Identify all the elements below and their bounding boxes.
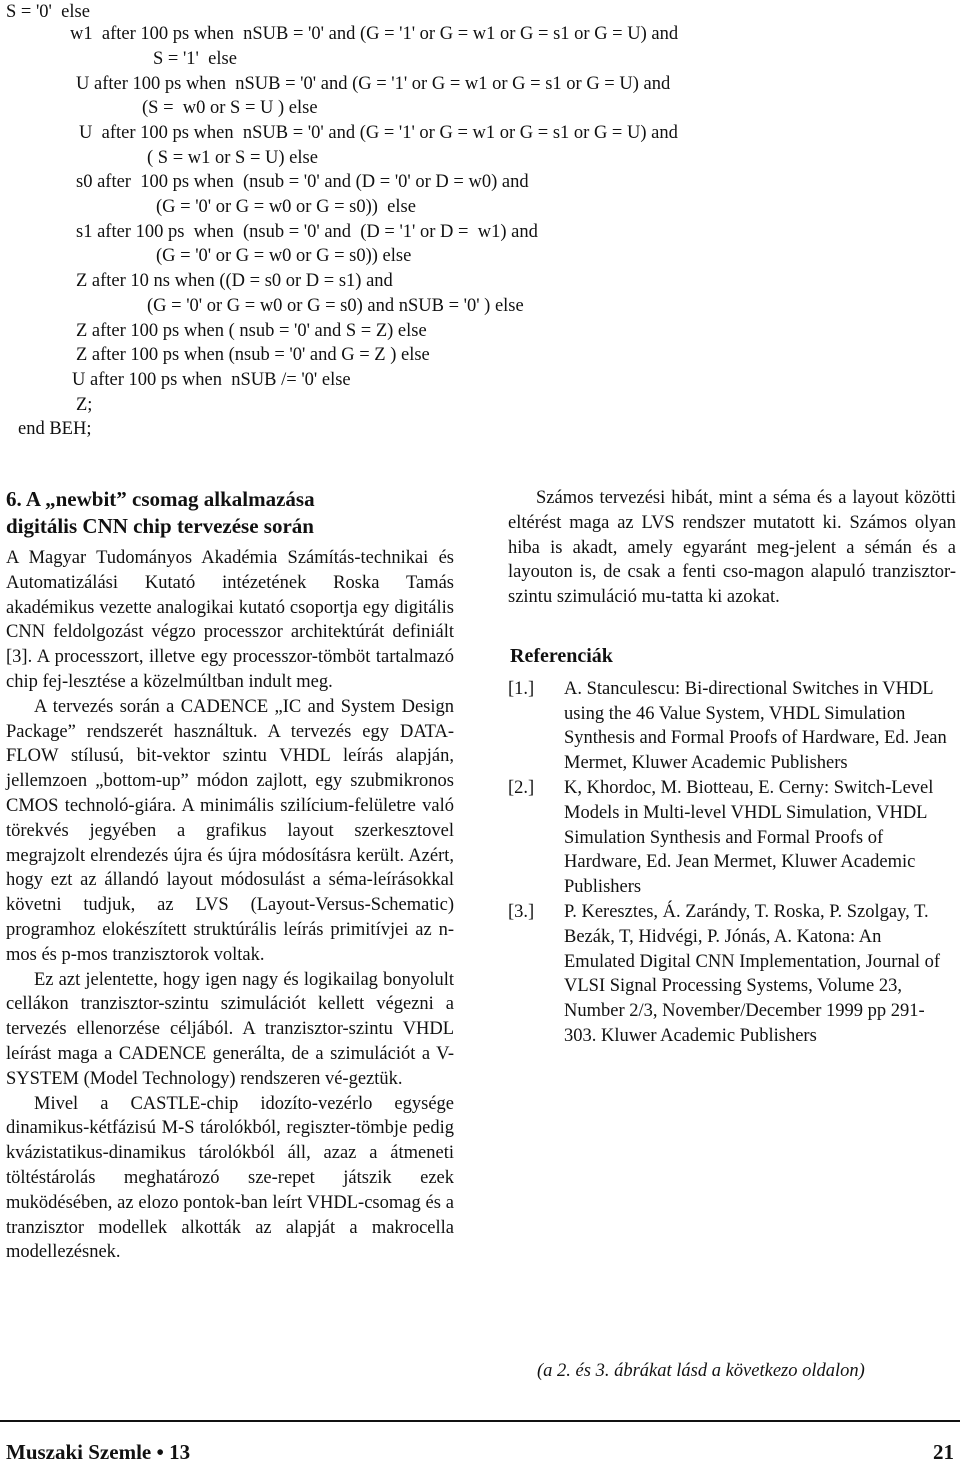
code-line: Z after 100 ps when ( nsub = '0' and S = Z) else: [76, 321, 427, 341]
paragraph: Számos tervezési hibát, mint a séma és a layout közötti eltérést maga az LVS rendszer mutatott ki. Számos olyan hiba is akadt, amely egyaránt meg-jelent a sémán és a layouton is, de csak a fenti cso-magon alapuló tranzisztor-szintu szimuláció mu-tatta ki azokat.: [508, 488, 956, 608]
reference-number: [2.]: [508, 777, 535, 798]
code-line: S = '0' else: [6, 2, 90, 22]
paragraph: Mivel a CASTLE-chip idozíto-vezérlo egysége dinamikus-kétfázisú M-S tárolókból, regiszter-tömbje pedig kvázistatikus-dinamikus tárolókból áll, azaz a átmeneti töltéstárolás meghatározó sze-repet játszik ezek muködésében, az elozo pontok-ban leírt VHDL-csomag és a tranzisztor modellek alkották az alapját a makrocella modellezésnek.: [6, 1093, 454, 1263]
section-title: [6, 486, 454, 540]
code-line: w1 after 100 ps when nSUB = '0' and (G = '1' or G = w1 or G = s1 or G = U) and: [70, 24, 679, 44]
reference-text: P. Keresztes, Á. Zarándy, T. Roska, P. Szolgay, T. Bezák, T, Hidvégi, P. Jónás, A. Katona: An Emulated Digital CNN Implementation, Journal of VLSI Signal Processing Systems, Volume 23, Number 2/3, November/December 1999 pp 291-303. Kluwer Academic Publishers: [564, 901, 941, 1046]
code-line: U after 100 ps when nSUB = '0' and (G = '1' or G = w1 or G = s1 or G = U) and: [79, 123, 678, 143]
paragraph: A Magyar Tudományos Akadémia Számítás-technikai és Automatizálási Kutató intézetének Roska Tamás akadémikus vezette analogikai kutató csoportja egy digitális CNN feldolgozást végzo processzor architektúrát definiált [3]. A processzort, illetve egy processzor-tömböt tartalmazó chip fej-lesztése a közelmúltban indult meg.: [6, 548, 454, 692]
page-number: 21: [933, 1440, 954, 1464]
reference-text: A. Stanculescu: Bi-directional Switches in VHDL using the 46 Value System, VHDL Simulation Synthesis and Formal Proofs of Hardware, Ed. Jean Mermet, Kluwer Academic Publishers: [564, 678, 947, 774]
journal-name: Muszaki Szemle • 13: [6, 1440, 191, 1464]
paragraph: Ez azt jelentette, hogy igen nagy és logikailag bonyolult cellákon tranzisztor-szintu szimulációt kellett végezni a tervezés ellenorzése céljából. A tranzisztor-szintu VHDL leírást maga a CADENCE generálta, de a szimulációt a V-SYSTEM (Model Technology) rendszeren vé-geztük.: [6, 969, 454, 1089]
code-line: (G = '0' or G = w0 or G = s0)) else: [156, 246, 412, 266]
code-line: (S = w0 or S = U ) else: [142, 98, 318, 118]
code-line: s1 after 100 ps when (nsub = '0' and (D = '1' or D = w1) and: [76, 222, 538, 242]
reference-item: [508, 900, 956, 1049]
reference-item: [508, 776, 956, 900]
reference-text: K, Khordoc, M. Biotteau, E. Cerny: Switch-Level Models in Multi-level VHDL Simulation, VHDL Simulation Synthesis and Formal Proofs of Hardware, Ed. Jean Mermet, Kluwer Academic Publishers: [564, 777, 934, 898]
code-line: (G = '0' or G = w0 or G = s0) and nSUB = '0' ) else: [147, 296, 524, 316]
code-line: ( S = w1 or S = U) else: [147, 148, 318, 168]
reference-number: [1.]: [508, 678, 535, 699]
section-title-line: digitális CNN chip tervezése során: [6, 514, 314, 538]
paragraph: A tervezés során a CADENCE „IC and System Design Package” rendszerét használtuk. A tervezés egy DATA-FLOW stílusú, bit-vektor szintu VHDL leírás alapján, jellemzoen „bottom-up” módon zajlott, egy szubmikronos CMOS technoló-giára. A minimális szilícium-felületre való törekvés jegyében a grafikus layout szerkesztovel megrajzolt elrendezés újra és újra módosításra került. Azért, hogy ezt az állandó layout módosulást a séma-leírásokkal követni tudjuk, az LVS (Layout-Versus-Schematic) programhoz elokészített struktúrális leírás primitívjei az n-mos és p-mos tranzisztorok voltak.: [6, 696, 454, 965]
references-heading: Referenciák: [510, 644, 613, 667]
code-line: Z after 10 ns when ((D = s0 or D = s1) and: [76, 271, 393, 291]
code-line: Z after 100 ps when (nsub = '0' and G = Z ) else: [76, 345, 430, 365]
figure-note: (a 2. és 3. ábrákat lásd a következo oldalon): [537, 1361, 865, 1381]
code-line: S = '1' else: [153, 49, 237, 69]
footer-divider: [0, 1420, 960, 1422]
reference-item: [508, 677, 956, 776]
code-line: U after 100 ps when nSUB /= '0' else: [72, 370, 351, 390]
code-line: s0 after 100 ps when (nsub = '0' and (D = '0' or D = w0) and: [76, 172, 529, 192]
article-right-column: [508, 486, 956, 1049]
reference-number: [3.]: [508, 901, 535, 922]
code-line: end BEH;: [18, 419, 92, 439]
code-line: (G = '0' or G = w0 or G = s0)) else: [156, 197, 416, 217]
article-left-column: [6, 486, 454, 1265]
code-line: Z;: [76, 395, 93, 415]
section-title-line: 6. A „newbit” csomag alkalmazása: [6, 487, 315, 511]
code-line: U after 100 ps when nSUB = '0' and (G = '1' or G = w1 or G = s1 or G = U) and: [76, 74, 671, 94]
